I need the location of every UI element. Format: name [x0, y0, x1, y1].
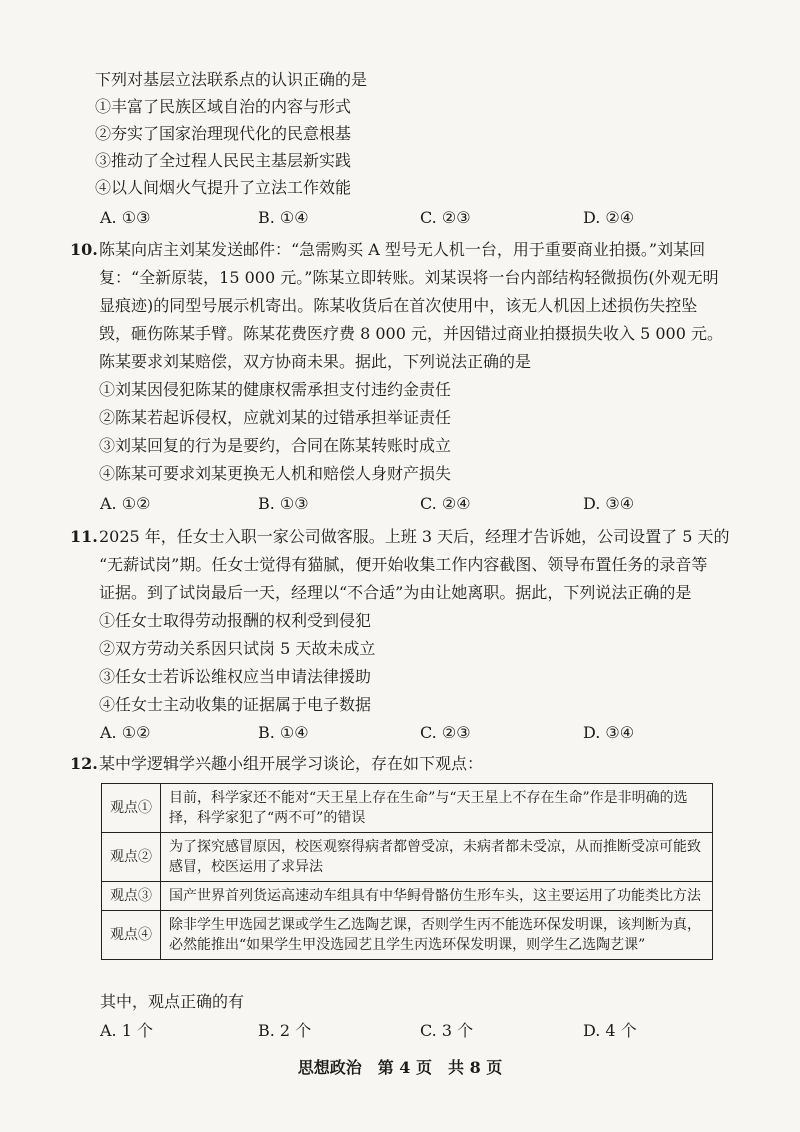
- q10-item-2: ②陈某若起诉侵权，应就刘某的过错承担举证责任: [99, 408, 452, 427]
- q9-item-3: ③推动了全过程人民民主基层新实践: [95, 151, 352, 170]
- q10-line-3: 显痕迹)的同型号展示机寄出。陈某收货后在首次使用中，该无人机因上述损伤失控坠: [99, 296, 698, 315]
- q10-line-4: 毁，砸伤陈某手臂。陈某花费医疗费 8 000 元，并因错过商业拍摄损失收入 5 000 元。: [99, 324, 723, 343]
- q10-line-1: 陈某向店主刘某发送邮件：“急需购买 A 型号无人机一台，用于重要商业拍摄。”刘某回: [99, 240, 706, 259]
- viewpoint-label: 观点③: [102, 882, 161, 911]
- viewpoint-row: [102, 833, 713, 882]
- q10-item-4: ④陈某可要求刘某更换无人机和赔偿人身财产损失: [99, 464, 452, 483]
- q11-item-2: ②双方劳动关系因只试岗 5 天故未成立: [99, 639, 376, 658]
- q10-item-3: ③刘某回复的行为是要约，合同在陈某转账时成立: [99, 436, 452, 455]
- q9-option-a: A. ①③: [100, 208, 151, 227]
- q12-option-a: A. 1 个: [100, 1021, 153, 1040]
- q10-number: 10.: [70, 240, 98, 259]
- q10-line-5: 陈某要求刘某赔偿，双方协商未果。据此，下列说法正确的是: [99, 352, 532, 371]
- q12-stem: 某中学逻辑学兴趣小组开展学习谈论，存在如下观点：: [99, 754, 484, 773]
- q11-option-d: D. ③④: [583, 723, 635, 742]
- q11-item-3: ③任女士若诉讼维权应当申请法律援助: [99, 667, 372, 686]
- page-footer: 思想政治 第 4 页 共 8 页: [297, 1058, 503, 1077]
- q11-option-c: C. ②③: [420, 723, 471, 742]
- q11-item-4: ④任女士主动收集的证据属于电子数据: [99, 695, 372, 714]
- q11-number: 11.: [70, 527, 98, 546]
- q11-line-1: 2025 年，任女士入职一家公司做客服。上班 3 天后，经理才告诉她，公司设置了 5 天的: [99, 527, 730, 546]
- q10-option-a: A. ①②: [100, 494, 151, 513]
- viewpoint-label: 观点①: [102, 784, 161, 833]
- viewpoint-row: [102, 882, 713, 911]
- q12-option-b: B. 2 个: [258, 1021, 312, 1040]
- q10-option-c: C. ②④: [420, 494, 471, 513]
- q10-line-2: 复：“全新原装，15 000 元。”陈某立即转账。刘某误将一台内部结构轻微损伤(外观无明: [99, 268, 719, 287]
- q9-item-2: ②夯实了国家治理现代化的民意根基: [95, 124, 352, 143]
- q9-option-b: B. ①④: [258, 208, 309, 227]
- q9-option-c: C. ②③: [420, 208, 471, 227]
- viewpoints-table: [101, 783, 713, 960]
- q10-item-1: ①刘某因侵犯陈某的健康权需承担支付违约金责任: [99, 380, 452, 399]
- q12-option-d: D. 4 个: [583, 1021, 637, 1040]
- viewpoint-text: 除非学生甲选园艺课或学生乙选陶艺课，否则学生丙不能选环保发明课，该判断为真，必然能推出“如果学生甲没选园艺且学生丙选环保发明课，则学生乙选陶艺课”: [161, 911, 713, 960]
- viewpoint-text: 目前，科学家还不能对“天王星上存在生命”与“天王星上不存在生命”作是非明确的选择，科学家犯了“两不可”的错误: [161, 784, 713, 833]
- q9-option-d: D. ②④: [583, 208, 635, 227]
- q11-option-a: A. ①②: [100, 723, 151, 742]
- q11-option-b: B. ①④: [258, 723, 309, 742]
- q11-line-3: 证据。到了试岗最后一天，经理以“不合适”为由让她离职。据此，下列说法正确的是: [99, 583, 692, 602]
- q9-item-1: ①丰富了民族区域自治的内容与形式: [95, 97, 352, 116]
- viewpoint-text: 为了探究感冒原因，校医观察得病者都曾受凉，未病者都未受凉，从而推断受凉可能致感冒，校医运用了求异法: [161, 833, 713, 882]
- viewpoint-label: 观点②: [102, 833, 161, 882]
- q11-line-2: “无薪试岗”期。任女士觉得有猫腻，便开始收集工作内容截图、领导布置任务的录音等: [99, 555, 708, 574]
- viewpoint-row: [102, 911, 713, 960]
- q12-option-c: C. 3 个: [420, 1021, 474, 1040]
- q11-item-1: ①任女士取得劳动报酬的权利受到侵犯: [99, 611, 372, 630]
- q9-stem: 下列对基层立法联系点的认识正确的是: [95, 70, 368, 89]
- viewpoint-label: 观点④: [102, 911, 161, 960]
- q10-option-b: B. ①③: [258, 494, 309, 513]
- q12-conclusion: 其中，观点正确的有: [100, 992, 245, 1011]
- viewpoint-text: 国产世界首列货运高速动车组具有中华鲟骨骼仿生形车头，这主要运用了功能类比方法: [161, 882, 713, 911]
- q9-item-4: ④以人间烟火气提升了立法工作效能: [95, 178, 352, 197]
- q12-number: 12.: [70, 754, 98, 773]
- q10-option-d: D. ③④: [583, 494, 635, 513]
- viewpoint-row: [102, 784, 713, 833]
